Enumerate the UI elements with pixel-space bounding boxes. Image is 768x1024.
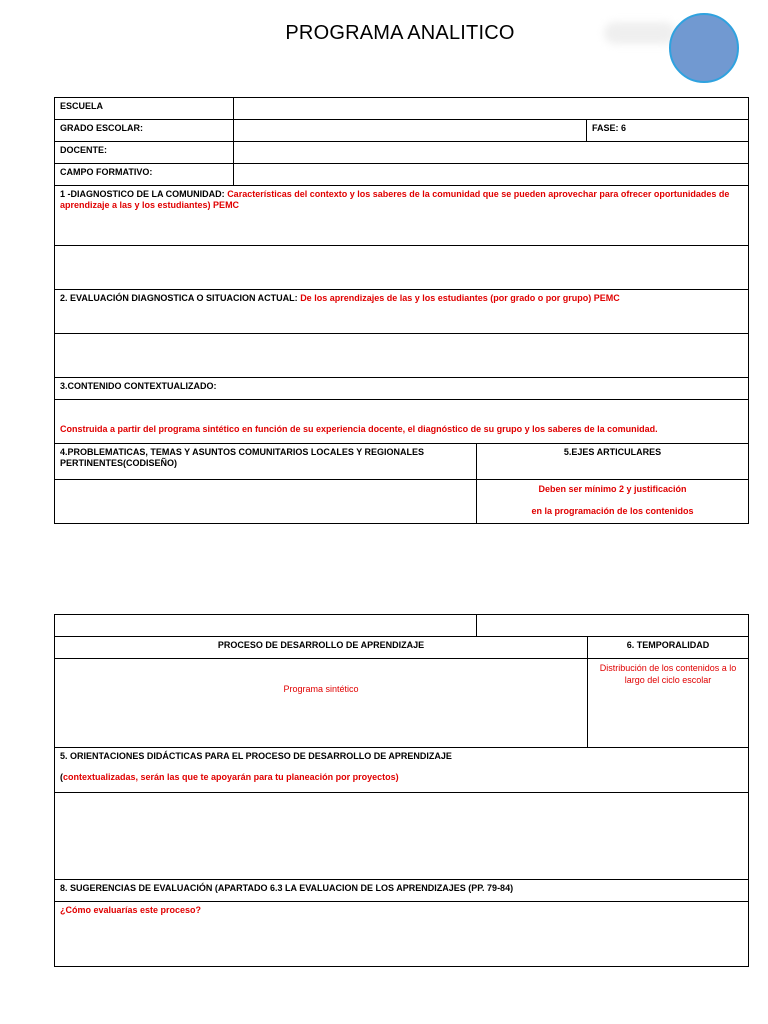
blurred-text-redaction <box>604 22 676 44</box>
escuela-field[interactable] <box>234 98 748 119</box>
ejes-note-line1: Deben ser mínimo 2 y justificación <box>538 484 687 494</box>
proceso-desarrollo-label: PROCESO DE DESARROLLO DE APRENDIZAJE <box>217 640 425 650</box>
analytic-program-table <box>54 97 749 524</box>
diagnostico-comunidad-header <box>60 189 745 211</box>
evaluacion-diagnostica-header <box>60 293 745 304</box>
campo-formativo-label: CAMPO FORMATIVO: <box>60 167 153 177</box>
contenido-contextualizado-label: 3.CONTENIDO CONTEXTUALIZADO: <box>60 381 217 391</box>
grado-escolar-label: GRADO ESCOLAR: <box>60 123 143 133</box>
evaluacion-diagnostica-field[interactable] <box>55 334 748 377</box>
diagnostico-note: Características del contexto y los saberes de la comunidad que se pueden aprovechar para ofrecer oportunidades de aprendizaje a las y los estudiantes) PEMC <box>60 189 730 210</box>
sugerencias-field[interactable] <box>55 920 748 966</box>
campo-formativo-field[interactable] <box>234 164 748 185</box>
logo-placeholder-circle <box>669 13 739 83</box>
problematicas-label: 4.PROBLEMATICAS, TEMAS Y ASUNTOS COMUNITARIOS LOCALES Y REGIONALES PERTINENTES(CODISEÑO) <box>60 447 425 468</box>
contenido-contextualizado-note: Construida a partir del programa sintético en función de su experiencia docente, el diagnóstico de su grupo y los saberes de la comunidad. <box>60 424 658 434</box>
orientaciones-field[interactable] <box>55 793 748 879</box>
evaluacion-label: 2. EVALUACIÓN DIAGNOSTICA O SITUACION ACTUAL: <box>60 293 298 303</box>
page-title: PROGRAMA ANALITICO <box>285 22 515 44</box>
learning-process-table <box>54 614 749 967</box>
orientaciones-label: 5. ORIENTACIONES DIDÁCTICAS PARA EL PROCESO DE DESARROLLO DE APRENDIZAJE <box>60 751 452 761</box>
orientaciones-paren: ( <box>60 772 63 782</box>
docente-label: DOCENTE: <box>60 145 107 155</box>
fase-cell <box>592 123 626 134</box>
problematicas-field[interactable] <box>55 480 476 523</box>
temporalidad-note: Distribución de los contenidos a lo largo del ciclo escolar <box>599 663 737 685</box>
sugerencias-note: ¿Cómo evaluarías este proceso? <box>60 905 202 915</box>
grado-escolar-field[interactable] <box>234 120 586 141</box>
ejes-articulares-label: 5.EJES ARTICULARES <box>563 447 662 457</box>
diagnostico-comunidad-field[interactable] <box>55 246 748 289</box>
sugerencias-label: 8. SUGERENCIAS DE EVALUACIÓN (APARTADO 6.3 LA EVALUACION DE LOS APRENDIZAJES (PP. 79-84) <box>60 883 514 893</box>
blank-cell-left[interactable] <box>55 615 476 636</box>
programa-sintetico-note: Programa sintético <box>283 684 359 694</box>
ejes-note-line2: en la programación de los contenidos <box>531 506 694 516</box>
diagnostico-label: 1 -DIAGNOSTICO DE LA COMUNIDAD: <box>60 189 225 199</box>
fase-value: 6 <box>621 123 627 133</box>
orientaciones-note-row <box>60 772 745 783</box>
fase-label: FASE: <box>592 123 619 133</box>
orientaciones-note: contextualizadas, serán las que te apoyarán para tu planeación por proyectos) <box>63 772 399 782</box>
escuela-label: ESCUELA <box>60 101 104 111</box>
blank-cell-right[interactable] <box>477 615 748 636</box>
temporalidad-label: 6. TEMPORALIDAD <box>626 640 710 650</box>
evaluacion-note: De los aprendizajes de las y los estudiantes (por grado o por grupo) PEMC <box>300 293 620 303</box>
docente-field[interactable] <box>234 142 748 163</box>
